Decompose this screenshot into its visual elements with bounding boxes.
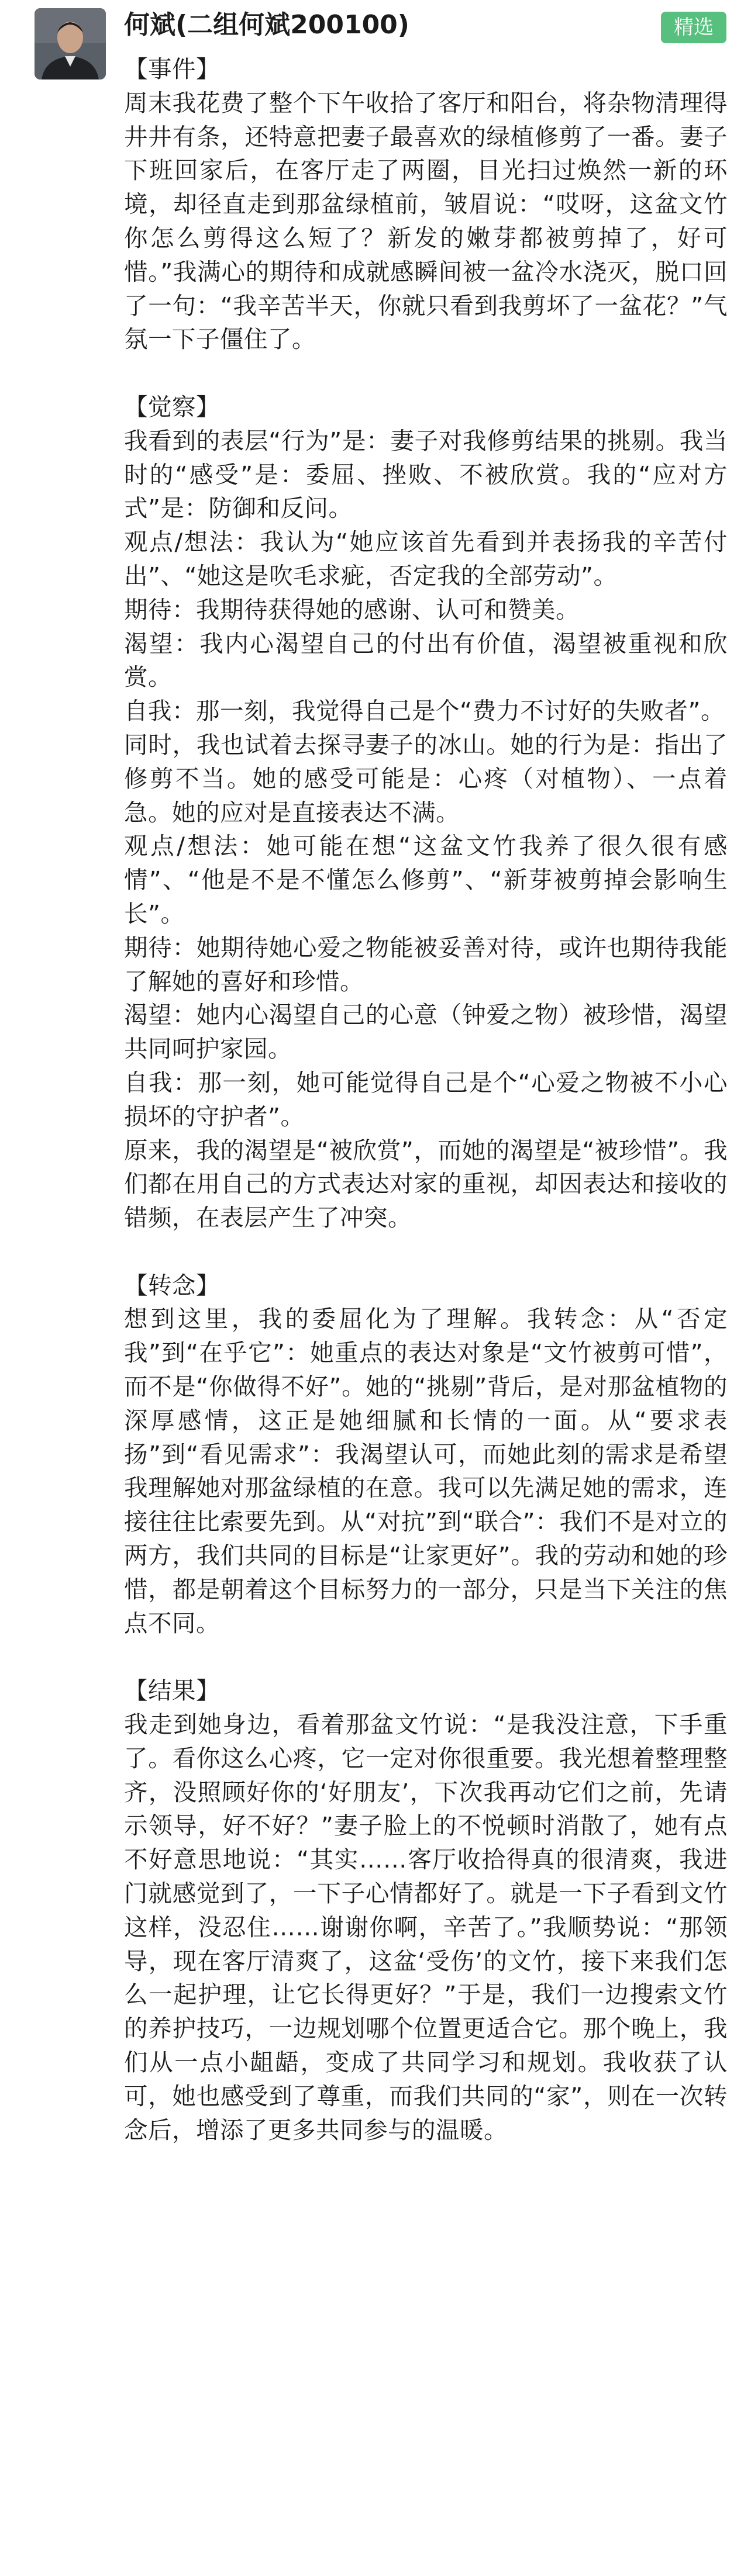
post-paragraph: 渴望：她内心渴望自己的心意（钟爱之物）被珍惜，渴望共同呵护家园。 (124, 1001, 728, 1063)
post-paragraph: 观点/想法：她可能在想“这盆文竹我养了很久很有感情”、“他是不是不懂怎么修剪”、“新芽被剪掉会影响生长”。 (124, 832, 728, 928)
section-heading: 【觉察】 (124, 392, 220, 421)
post-paragraph: 观点/想法：我认为“她应该首先看到并表扬我的辛苦付出”、“她这是吹毛求疵，否定我的全部劳动”。 (124, 528, 728, 590)
post-paragraph: 期待：她期待她心爱之物能被妥善对待，或许也期待我能了解她的喜好和珍惜。 (124, 933, 728, 995)
post-paragraph: 同时，我也试着去探寻妻子的冰山。她的行为是：指出了修剪不当。她的感受可能是：心疼（对植物）、一点着急。她的应对是直接表达不满。 (124, 730, 728, 827)
paragraph-spacer (124, 1235, 728, 1269)
author-avatar[interactable] (35, 8, 106, 79)
post-paragraph: 原来，我的渴望是“被欣赏”，而她的渴望是“被珍惜”。我们都在用自己的方式表达对家的重视，却因表达和接收的错频，在表层产生了冲突。 (124, 1136, 728, 1232)
section-heading: 【事件】 (124, 55, 220, 83)
paragraph-spacer (124, 357, 728, 390)
featured-badge: 精选 (661, 12, 726, 43)
section-heading: 【结果】 (124, 1676, 220, 1705)
paragraph-spacer (124, 1640, 728, 1674)
post-paragraph: 自我：那一刻，我觉得自己是个“费力不讨好的失败者”。 (124, 697, 725, 725)
avatar-photo (35, 8, 106, 79)
post-paragraph: 自我：那一刻，她可能觉得自己是个“心爱之物被不小心损坏的守护者”。 (124, 1068, 728, 1130)
post-paragraph: 周末我花费了整个下午收拾了客厅和阳台，将杂物清理得井井有条，还特意把妻子最喜欢的绿植修剪了一番。妻子下班回家后，在客厅走了两圈，目光扫过焕然一新的环境，却径直走到那盆绿植前，皱眉说：“哎呀，这盆文竹你怎么剪得这么短了？新发的嫩芽都被剪掉了，好可惜。”我满心的期待和成就感瞬间被一盆冷水浇灭，脱口回了一句：“我辛苦半天，你就只看到我剪坏了一盆花？”气氛一下子僵住了。 (124, 88, 728, 354)
post-paragraph: 我看到的表层“行为”是：妻子对我修剪结果的挑剔。我当时的“感受”是：委屈、挫败、不被欣赏。我的“应对方式”是：防御和反问。 (124, 426, 728, 523)
author-name[interactable]: 何斌(二组何斌200100) (124, 10, 409, 40)
post-paragraph: 想到这里，我的委屈化为了理解。我转念：从“否定我”到“在乎它”：她重点的表达对象是“文竹被剪可惜”，而不是“你做得不好”。她的“挑剔”背后，是对那盆植物的深厚感情，这正是她细腻和长情的一面。从“要求表扬”到“看见需求”：我渴望认可，而她此刻的需求是希望我理解她对那盆绿植的在意。我可以先满足她的需求，连接往往比索要先到。从“对抗”到“联合”：我们不是对立的两方，我们共同的目标是“让家更好”。我的劳动和她的珍惜，都是朝着这个目标努力的一部分，只是当下关注的焦点不同。 (124, 1305, 728, 1637)
section-heading: 【转念】 (124, 1271, 220, 1299)
post-paragraph: 我走到她身边，看着那盆文竹说：“是我没注意，下手重了。看你这么心疼，它一定对你很重要。我光想着整理整齐，没照顾好你的‘好朋友’，下次我再动它们之前，先请示领导，好不好？”妻子脸上的不悦顿时消散了，她有点不好意思地说：“其实……客厅收拾得真的很清爽，我进门就感觉到了，一下子心情都好了。就是一下子看到文竹这样，没忍住……谢谢你啊，辛苦了。”我顺势说：“那领导，现在客厅清爽了，这盆‘受伤’的文竹，接下来我们怎么一起护理，让它长得更好？”于是，我们一边搜索文竹的养护技巧，一边规划哪个位置更适合它。那个晚上，我们从一点小龃龉，变成了共同学习和规划。我收获了认可，她也感受到了尊重，而我们共同的“家”，则在一次转念后，增添了更多共同参与的温暖。 (124, 1710, 728, 2144)
post-paragraph: 期待：我期待获得她的感谢、认可和赞美。 (124, 595, 580, 624)
post-paragraph: 渴望：我内心渴望自己的付出有价值，渴望被重视和欣赏。 (124, 629, 728, 691)
post-body (124, 53, 728, 2147)
